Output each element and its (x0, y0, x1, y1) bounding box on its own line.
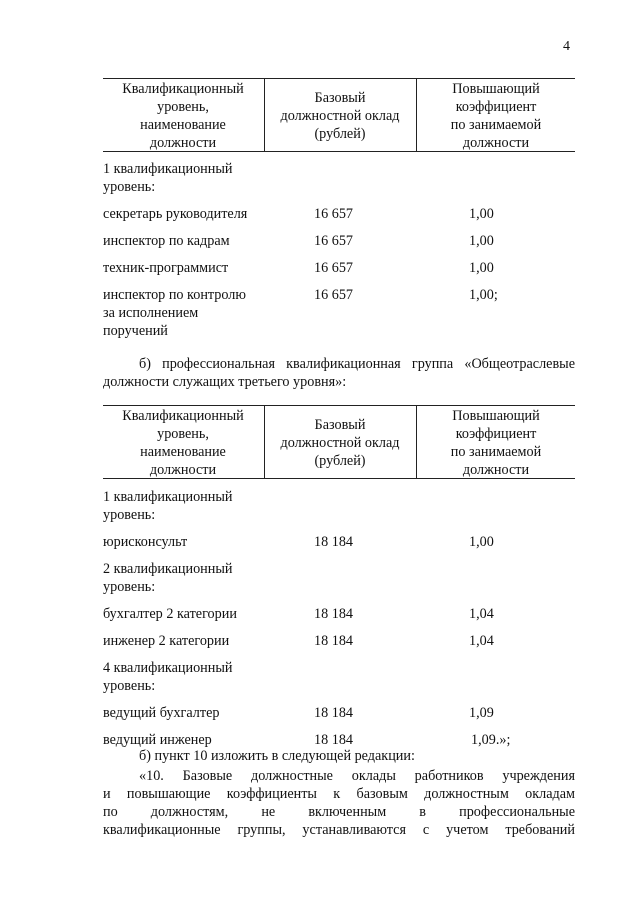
name-line: 2 квалификационный (103, 561, 233, 577)
paragraph-line: «10. Базовые должностные оклады работников учреждения (139, 768, 575, 784)
coefficient-value: 1,09 (469, 705, 494, 721)
header-line: должностной оклад (280, 108, 400, 124)
salary-value: 18 184 (314, 732, 354, 748)
header-line: Базовый (314, 417, 366, 433)
salary-value: 16 657 (314, 287, 354, 303)
coefficient-value: 1,00 (469, 206, 494, 222)
header-line: должности (462, 462, 530, 478)
coefficient-value: 1,04 (469, 633, 494, 649)
header-line: Базовый (314, 90, 366, 106)
header-line: уровень, (157, 99, 209, 115)
paragraph-line: должности служащих третьего уровня»: (103, 374, 347, 390)
header-line: коэффициент (455, 99, 537, 115)
header-base-salary (265, 416, 415, 470)
position-name (103, 533, 278, 551)
header-line: Квалификационный (122, 408, 244, 424)
name-line: ведущий инженер (103, 732, 212, 748)
position-name (103, 205, 278, 223)
paragraph-line: б) профессиональная квалификационная группа «Общеотраслевые (139, 356, 575, 372)
header-line: должности (149, 135, 217, 151)
paragraph-item-10 (103, 767, 575, 839)
name-line: инженер 2 категории (103, 633, 230, 649)
header-line: должности (462, 135, 530, 151)
header-line: наименование (140, 444, 226, 460)
name-line: бухгалтер 2 категории (103, 606, 237, 622)
position-name (103, 286, 278, 340)
name-line: 4 квалификационный (103, 660, 233, 676)
header-coefficient (417, 80, 575, 152)
salary-value: 16 657 (314, 260, 354, 276)
coefficient-value: 1,09.»; (471, 732, 511, 748)
position-name (103, 232, 278, 250)
salary-value: 16 657 (314, 233, 354, 249)
header-line: по занимаемой (450, 444, 542, 460)
coefficient-value: 1,00 (469, 260, 494, 276)
paragraph-line: и повышающие коэффициенты к базовым должностным окладам (103, 786, 575, 802)
header-qualification (103, 80, 263, 152)
coefficient-value: 1,00; (469, 287, 498, 303)
name-line: уровень: (103, 507, 156, 523)
salary-value: 16 657 (314, 206, 354, 222)
position-name (103, 704, 278, 722)
position-name (103, 488, 278, 524)
name-line: уровень: (103, 579, 156, 595)
paragraph-line: по должностям, не включенным в профессиональные (103, 804, 575, 820)
position-name (103, 259, 278, 277)
name-line: юрисконсульт (103, 534, 188, 550)
position-name (103, 659, 278, 695)
coefficient-value: 1,00 (469, 233, 494, 249)
paragraph-line: квалификационные группы, устанавливаются с учетом требований (103, 822, 575, 838)
header-line: коэффициент (455, 426, 537, 442)
name-line: за исполнением (103, 305, 199, 321)
header-line: наименование (140, 117, 226, 133)
coefficient-value: 1,00 (469, 534, 494, 550)
position-name (103, 160, 278, 196)
name-line: 1 квалификационный (103, 489, 233, 505)
page-number: 4 (563, 39, 570, 54)
position-name (103, 560, 278, 596)
header-line: Повышающий (452, 408, 540, 424)
position-name (103, 632, 278, 650)
salary-value: 18 184 (314, 633, 354, 649)
name-line: ведущий бухгалтер (103, 705, 220, 721)
header-line: должности (149, 462, 217, 478)
header-line: должностной оклад (280, 435, 400, 451)
header-line: Повышающий (452, 81, 540, 97)
header-line: Квалификационный (122, 81, 244, 97)
paragraph-group-description (103, 355, 575, 391)
name-line: поручений (103, 323, 168, 339)
header-line: (рублей) (314, 126, 366, 142)
header-qualification (103, 407, 263, 479)
salary-value: 18 184 (314, 606, 354, 622)
salary-value: 18 184 (314, 534, 354, 550)
header-line: по занимаемой (450, 117, 542, 133)
table-1 (103, 78, 575, 339)
name-line: 1 квалификационный (103, 161, 233, 177)
name-line: инспектор по кадрам (103, 233, 230, 249)
paragraph-item-10-intro (103, 747, 575, 765)
name-line: техник-программист (103, 260, 229, 276)
name-line: уровень: (103, 179, 156, 195)
name-line: уровень: (103, 678, 156, 694)
name-line: секретарь руководителя (103, 206, 248, 222)
header-line: (рублей) (314, 453, 366, 469)
table-1-header (103, 78, 575, 152)
table-2-header (103, 405, 575, 479)
header-coefficient (417, 407, 575, 479)
position-name (103, 605, 278, 623)
header-base-salary (265, 89, 415, 143)
header-line: уровень, (157, 426, 209, 442)
paragraph-line: б) пункт 10 изложить в следующей редакции: (139, 748, 415, 764)
coefficient-value: 1,04 (469, 606, 494, 622)
table-2 (103, 405, 575, 748)
name-line: инспектор по контролю (103, 287, 246, 303)
salary-value: 18 184 (314, 705, 354, 721)
